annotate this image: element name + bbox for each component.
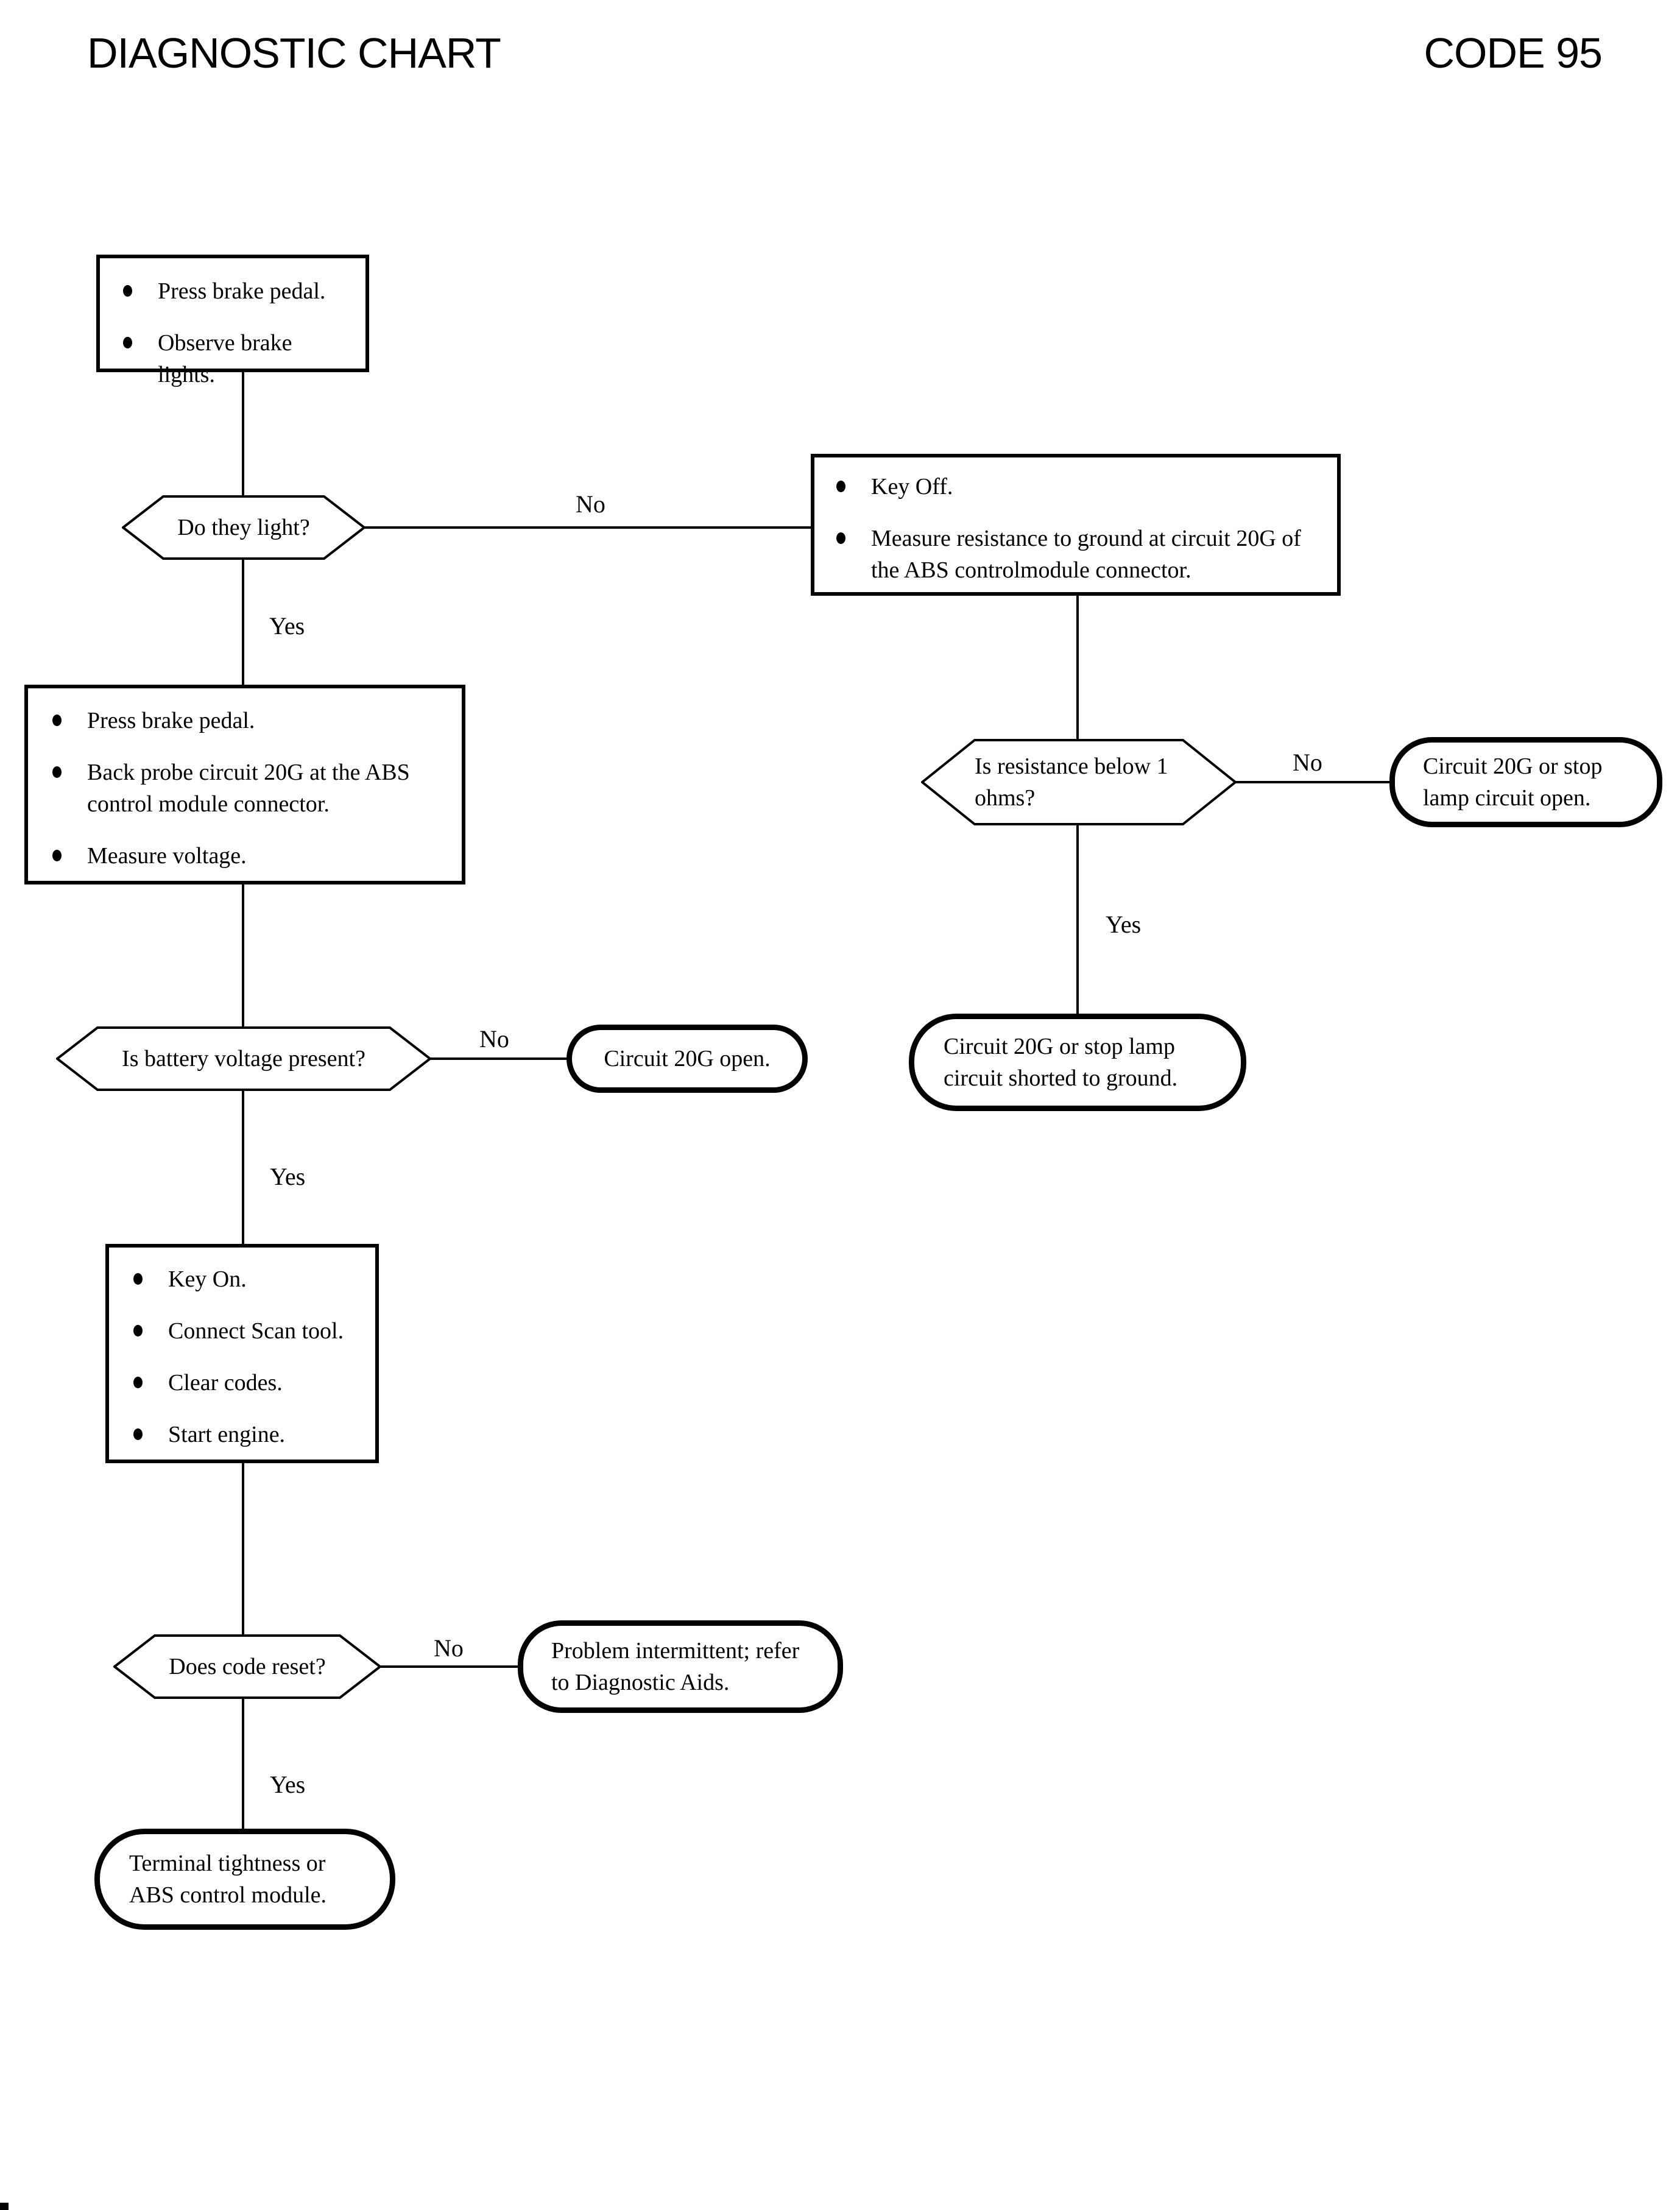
- step-text: Clear codes.: [168, 1370, 283, 1396]
- bullet-icon: [133, 1273, 143, 1285]
- bullet-icon: [133, 1325, 143, 1336]
- label-yes-do-they-light: Yes: [269, 612, 305, 640]
- list-item: [836, 523, 1331, 586]
- label-no-battery-voltage: No: [479, 1025, 509, 1053]
- connector-light-no: [364, 526, 812, 529]
- step-text: Press brake pedal.: [87, 708, 255, 733]
- decision-label: Is battery voltage present?: [122, 1046, 365, 1071]
- terminal-text: Problem intermittent; refer to Diagnostic Aids.: [551, 1638, 800, 1695]
- step-text: Connect Scan tool.: [168, 1318, 344, 1344]
- step-box-press-observe: [96, 255, 369, 387]
- list-item: [52, 705, 453, 736]
- step-text: Key Off.: [871, 474, 953, 500]
- step-text: Press brake pedal.: [158, 278, 326, 304]
- bullet-icon: [836, 481, 845, 492]
- bullet-icon: [52, 766, 62, 778]
- scan-artifact: [0, 2203, 9, 2210]
- list-item: [133, 1263, 364, 1295]
- terminal-circuit-shorted: [909, 1014, 1246, 1111]
- list-item: [133, 1419, 364, 1450]
- connector-resistance-no: [1235, 781, 1392, 783]
- terminal-stop-lamp-open: [1389, 737, 1662, 827]
- list-item: [52, 757, 453, 820]
- list-item: [133, 1367, 364, 1399]
- label-yes-code-reset: Yes: [270, 1771, 306, 1798]
- step-box-key-off: [811, 454, 1341, 596]
- connector-resistance-to-shorted: [1076, 825, 1079, 1016]
- bullet-icon: [133, 1428, 143, 1440]
- decision-label: Is resistance below 1 ohms?: [975, 754, 1168, 811]
- step-box-key-on: [105, 1244, 379, 1463]
- bullet-icon: [52, 850, 62, 861]
- list-item: [123, 275, 355, 307]
- step-text: Measure voltage.: [87, 843, 247, 869]
- connector-keyoff-to-resistance: [1076, 595, 1079, 741]
- connector-backprobe-to-battery: [242, 883, 244, 1027]
- list-item: [123, 327, 355, 390]
- bullet-icon: [133, 1377, 143, 1388]
- bullet-icon: [123, 337, 132, 348]
- step-box-back-probe: [24, 685, 465, 884]
- page-title: DIAGNOSTIC CHART: [87, 29, 501, 77]
- terminal-text: Circuit 20G or stop lamp circuit shorted to ground.: [944, 1034, 1178, 1091]
- step-text: Observe brake lights.: [158, 330, 292, 387]
- list-item: [52, 840, 453, 872]
- terminal-tightness-abs: [94, 1829, 395, 1930]
- step-text: Start engine.: [168, 1422, 286, 1447]
- step-text: Measure resistance to ground at circuit 20G of the ABS controlmodule connector.: [871, 526, 1301, 583]
- step-text: Key On.: [168, 1266, 247, 1292]
- terminal-problem-intermittent: [518, 1620, 843, 1713]
- decision-label: Do they light?: [177, 515, 310, 540]
- label-yes-resistance: Yes: [1106, 911, 1142, 938]
- bullet-icon: [123, 285, 132, 297]
- connector-light-to-backprobe: [242, 559, 244, 687]
- terminal-text: Circuit 20G open.: [604, 1046, 771, 1071]
- connector-battery-no: [429, 1057, 569, 1060]
- decision-do-they-light: [122, 495, 365, 560]
- connector-reset-to-tightness: [242, 1698, 244, 1830]
- bullet-icon: [52, 715, 62, 726]
- connector-reset-no: [379, 1665, 520, 1668]
- step-text: Back probe circuit 20G at the ABS control module connector.: [87, 760, 410, 817]
- terminal-text: Circuit 20G or stop lamp circuit open.: [1423, 754, 1603, 811]
- page-code: CODE 95: [1424, 29, 1602, 77]
- decision-label: Does code reset?: [169, 1654, 326, 1679]
- label-no-resistance: No: [1293, 749, 1322, 776]
- label-no-do-they-light: No: [576, 490, 605, 518]
- connector-battery-to-keyon: [242, 1090, 244, 1245]
- list-item: [133, 1315, 364, 1347]
- connector-keyon-to-reset: [242, 1462, 244, 1636]
- terminal-text: Terminal tightness or ABS control module.: [129, 1851, 327, 1908]
- label-no-code-reset: No: [434, 1634, 464, 1662]
- list-item: [836, 471, 1331, 503]
- decision-battery-voltage: [56, 1026, 431, 1092]
- bullet-icon: [836, 532, 845, 544]
- terminal-circuit-20g-open: [566, 1025, 808, 1093]
- label-yes-battery-voltage: Yes: [270, 1163, 306, 1190]
- decision-resistance-below: [921, 738, 1237, 826]
- decision-does-code-reset: [113, 1634, 381, 1700]
